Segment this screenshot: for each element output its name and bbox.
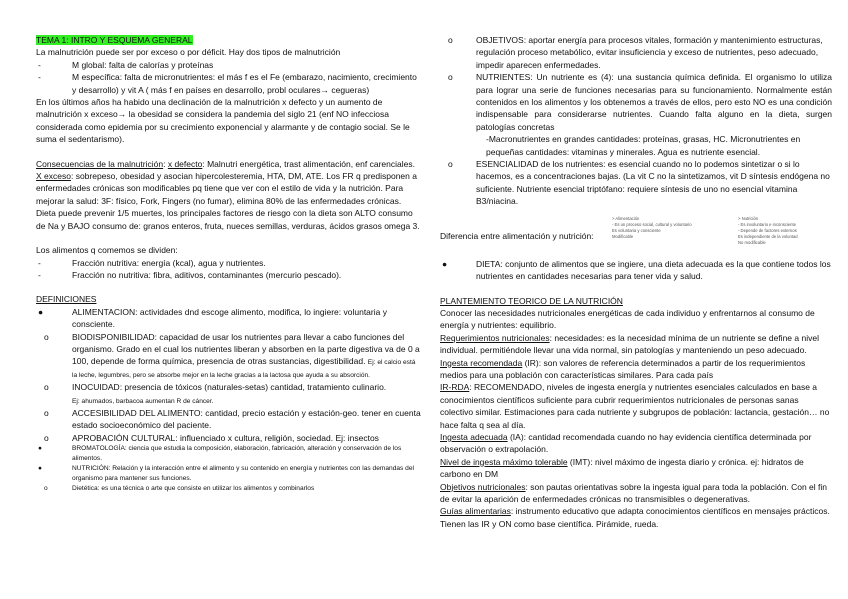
- trend-paragraph: En los últimos años ha habido una declinación de la malnutrición x defecto y un aumento de malnutrición x exceso→ la obesidad se considera la pandemia del siglo 21 (enf NO infecciosa considerada como epidemia por su crecimiento exponencial y alarmante y de contagio social. Se le suma el sedentarismo).: [36, 97, 410, 145]
- list-item: - Fracción no nutritiva: fibra, aditivos, contaminantes (mercurio pescado).: [38, 269, 342, 280]
- list-item: o INOCUIDAD: presencia de tóxicos (naturales-setas) cantidad, tratamiento culinario. Ej: ahumados, barbacoa aumentan R de cáncer.: [44, 382, 387, 405]
- bullet-circle: o: [44, 484, 48, 492]
- list-item: ● NUTRICIÓN: Relación y la interacción entre el alimento y su contenido en energía y nutrientes con las demandas del organismo para mantener sus funciones.: [38, 464, 414, 482]
- list-item: - M específica: falta de micronutrientes: el más f es el Fe (embarazo, nacimiento, crecimiento y desarrollo) y vit A ( más f en países en desarrollo, probl oculares→ cegueras): [38, 72, 417, 95]
- dash-bullet: -: [38, 59, 41, 70]
- bullet-circle: o: [448, 35, 453, 45]
- list-item: o ESENCIALIDAD de los nutrientes: es esencial cuando no lo podemos sintetizar o si lo hacemos, es a concentraciones bajas. (La vit C no la sintetizamos, vit D síntesis endógena no suficiente. Nutriente esencial triptófano: requiere síntesis de uno no esencial vitamina B3/niacina.: [448, 159, 830, 207]
- difference-label: Diferencia entre alimentación y nutrición:: [440, 230, 594, 241]
- page-title: TEMA 1: INTRO Y ESQUEMA GENERAL: [36, 35, 193, 45]
- list-item: ● ALIMENTACION: actividades dnd escoge alimento, modifica, lo ingiere: voluntaria y consciente.: [38, 306, 387, 330]
- dash-bullet: -: [38, 72, 41, 83]
- consequences-paragraph: Consecuencias de la malnutrición: x defecto: Malnutri energética, trast alimentación, enf carenciales. X exceso: sobrepeso, obesidad y asocian hipercolesteremia, HTA, DM, ATE. Los FR q predisponen a enfermedades crónicas son modificables pq tiene que ver con el estilo de vida y la nutrición. Para mejorar la salud: 3F: físico, Fork, Fingers (no fumar), elimina 80% de las enfermedades crónicas.: [36, 158, 417, 206]
- list-item: o NUTRIENTES: Un nutriente es (4): una sustancia química definida. El organismo lo utiliza para lograr una serie de funciones necesarias para su funcionamiento. Normalmente están contenidos en los alimentos y los obtenemos a través de ellos, pero esto NO es una condición indispensable para considerarse nutrientes. Cuando falta alguno en la dieta, surgen patologías concretas: [448, 72, 832, 132]
- bullet-circle: o: [44, 407, 49, 418]
- foods-intro: Los alimentos q comemos se dividen:: [36, 245, 178, 256]
- dash-bullet: -: [38, 269, 41, 280]
- list-item: o APROBACIÓN CULTURAL: influenciado x cultura, religión, sociedad. Ej: insectos: [44, 432, 379, 443]
- list-item: - M global: falta de calorías y proteínas: [38, 59, 214, 70]
- bullet-circle: o: [44, 331, 49, 342]
- list-item: ● BROMATOLOGÍA: ciencia que estudia la composición, elaboración, fabricación, alteración y conservación de los alimentos.: [38, 444, 402, 462]
- term-paragraph: IR-RDA: RECOMENDADO, niveles de ingesta energía y nutrientes esenciales calculados en base a conocimientos científicos suficiente para cubrir requerimientos nutricionales de personas sanas colectivo similar. Estimaciones para cada nutriente y subgrupos de población: lactancia, gestación… no hace falta q sea al día.: [440, 382, 830, 430]
- bullet-circle: o: [448, 159, 453, 170]
- bullet-circle: o: [44, 382, 49, 393]
- term-paragraph: Objetivos nutricionales: son pautas orientativas sobre la ingesta igual para toda la población. Con el fin de evitar la aparición de enfermedades crónicas no transmisibles o degenerativas.: [440, 481, 827, 504]
- term-paragraph: Ingesta recomendada (IR): son valores de referencia determinados a partir de los requerimientos medios para una población con características similares. Para cada país: [440, 357, 806, 380]
- bullet-dot: ●: [38, 306, 44, 317]
- macro-text: -Macronutrientes en grandes cantidades: proteínas, grasas, HC. Micronutrientes en pequeñas cantidades: vitaminas y minerales. Agua es nutriente esencial.: [486, 134, 801, 157]
- bullet-dot: ●: [442, 258, 448, 269]
- term-paragraph: Ingesta adecuada (IA): cantidad recomendada cuando no hay evidencia científica determinada por observación o extrapolación.: [440, 431, 812, 455]
- list-item: ● DIETA: conjunto de alimentos que se ingiere, una dieta adecuada es la que contiene todos los nutrientes en cantidades necesarias para tener vida y salud.: [442, 258, 831, 282]
- list-item: o BIODISPONIBILIDAD: capacidad de usar los nutrientes para llevar a cabo funciones del organismo. Grado en el cual los nutrientes liberan y absorben en la parte digestiva va de 0 a 100, depende de forma química, presencia de otras sustancias, digestibilidad. Ej: el calcio está la leche, legumbres, pero se absorbe mejor en la leche gracias a la lactosa que ayuda a su absorción.: [44, 331, 420, 380]
- list-item: - Fracción nutritiva: energía (kcal), agua y nutrientes.: [38, 257, 266, 268]
- definitions-heading: DEFINICIONES: [36, 294, 97, 305]
- diet-paragraph: Dieta puede prevenir 1/5 muertes, los principales factores de riesgo con la dieta son ALTO consumo de Na y BAJO consumo de: granos enteros, fruta, nueces semillas, verduras, ácidos grasos omega 3.: [36, 208, 420, 231]
- bullet-circle: o: [44, 432, 49, 443]
- planteamiento-text: Conocer las necesidades nutricionales energéticas de cada individuo y enfrentarnos al consumo de energía y nutrientes: equilibrio.: [440, 307, 815, 331]
- bullet-dot: ●: [38, 464, 42, 472]
- alimentacion-table: > Alimentación - Es un proceso social, cultural y voluntario Es voluntaria y consciente Modificable: [612, 215, 692, 239]
- term-paragraph: Guías alimentarias: instrumento educativo que adapta conocimientos científicos en mensajes prácticos. Tienen las IR y ON como base científica. Pirámide, rueda.: [440, 506, 830, 529]
- term-paragraph: Nivel de ingesta máximo tolerable (IMT): nivel máximo de ingesta diario y crónica. ej: hidratos de carbono en DM: [440, 456, 804, 480]
- intro-text: La malnutrición puede ser por exceso o por déficit. Hay dos tipos de malnutrición: [36, 47, 341, 58]
- list-item: o Dietética: es una técnica o arte que consiste en utilizar los alimentos y combinarlos: [44, 484, 315, 492]
- bullet-circle: o: [448, 72, 453, 83]
- bullet-dot: ●: [38, 444, 42, 452]
- difference-section: [440, 216, 832, 258]
- left-column: [36, 34, 422, 494]
- right-column: [440, 34, 832, 530]
- nutricion-table: > Nutrición - Es involuntario e inconsciente - Depende de factores externos Es independiente de la voluntad No modificable: [738, 215, 798, 245]
- list-item: o OBJETIVOS: aportar energía para procesos vitales, formación y mantenimiento estructuras, regulación proceso metabólico, evitar insuficiencia y exceso de nutrientes, peso adecuado, impedir aparecen enfermedades.: [448, 35, 823, 70]
- term-paragraph: Requerimientos nutricionales: necesidades: es la necesidad mínima de un nutriente se define a nivel individual. permitiéndole llevar una vida normal, sin patologías y manteniendo un peso adecuado.: [440, 332, 819, 356]
- planteamiento-heading: PLANTEMIENTO TEORICO DE LA NUTRICIÓN: [440, 295, 623, 306]
- dash-bullet: -: [38, 257, 41, 268]
- list-item: o ACCESIBILIDAD DEL ALIMENTO: cantidad, precio estación y estación-geo. tener en cuenta estado socioeconómico del paciente.: [44, 407, 421, 431]
